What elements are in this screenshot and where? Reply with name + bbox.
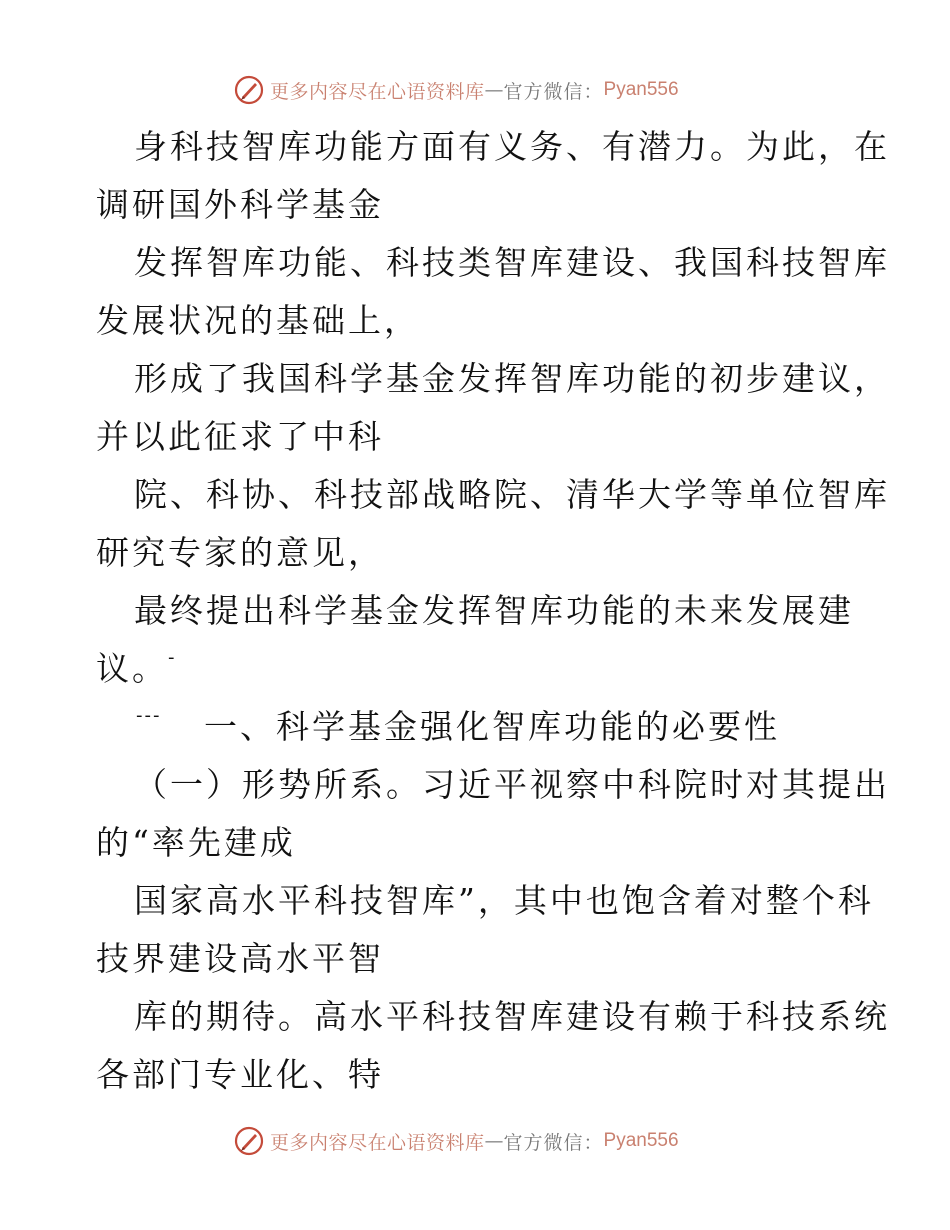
paragraph-line: 研究专家的意见， <box>96 533 384 572</box>
watermark-wechat-label: 官方微信： <box>503 80 604 103</box>
paragraph-line: 发挥智库功能、科技类智库建设、我国科技智库 <box>134 243 890 282</box>
paragraph-line: 调研国外科学基金 <box>96 185 384 224</box>
paragraph-line: 议。 <box>96 649 168 688</box>
paragraph-line: 技界建设高水平智 <box>96 939 384 978</box>
paragraph-line: 并以此征求了中科 <box>96 417 384 456</box>
watermark-wechat-label: 官方微信： <box>503 1131 604 1154</box>
stray-mark: --- <box>136 705 162 726</box>
paragraph-line: 身科技智库功能方面有义务、有潜力。为此，在 <box>134 127 890 166</box>
paragraph-line: 的“率先建成 <box>96 823 296 862</box>
header-watermark <box>234 73 679 107</box>
paragraph-line: 形成了我国科学基金发挥智库功能的初步建议， <box>134 359 890 398</box>
paragraph-line: 国家高水平科技智库”，其中也饱含着对整个科 <box>134 881 874 920</box>
paragraph-line: 院、科协、科技部战略院、清华大学等单位智库 <box>134 475 890 514</box>
quill-pen-logo-icon <box>234 1126 264 1156</box>
quill-pen-logo-icon <box>234 75 264 105</box>
watermark-dash: — <box>484 79 504 101</box>
paragraph-line: （一）形势所系。习近平视察中科院时对其提出 <box>134 765 890 804</box>
watermark-wechat-id: Pyan556 <box>603 79 679 100</box>
paragraph-line: 最终提出科学基金发挥智库功能的未来发展建 <box>134 591 854 630</box>
paragraph-line: 库的期待。高水平科技智库建设有赖于科技系统 <box>134 997 890 1036</box>
stray-mark: - <box>168 647 177 668</box>
section-heading: 一、科学基金强化智库功能的必要性 <box>204 707 780 746</box>
watermark-wechat-id: Pyan556 <box>603 1130 679 1151</box>
paragraph-line: 各部门专业化、特 <box>96 1055 384 1094</box>
footer-watermark <box>234 1124 679 1158</box>
paragraph-line: 发展状况的基础上， <box>96 301 420 340</box>
watermark-site-text: 更多内容尽在心语资料库 <box>270 1131 485 1154</box>
watermark-site-text: 更多内容尽在心语资料库 <box>270 80 485 103</box>
watermark-dash: — <box>484 1130 504 1152</box>
